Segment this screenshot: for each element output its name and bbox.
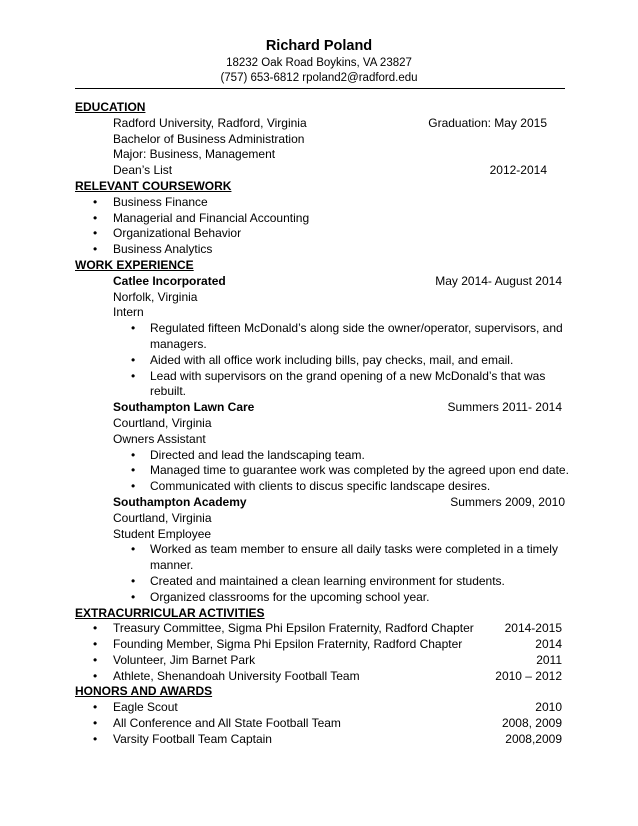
coursework-heading: RELEVANT COURSEWORK	[75, 178, 232, 193]
job-duty: Communicated with clients to discus specific landscape desires.	[150, 479, 491, 494]
job-dates: Summers 2011- 2014	[447, 400, 562, 415]
activity-text: Volunteer, Jim Barnet Park	[113, 652, 256, 667]
list-item	[75, 574, 565, 590]
job-employer: Catlee Incorporated	[113, 273, 226, 288]
bullet-icon: •	[93, 716, 98, 731]
activity-date: 2014-2015	[504, 621, 562, 636]
bullet-icon: •	[93, 210, 98, 225]
list-item	[75, 700, 565, 716]
activities-heading: EXTRACURRICULAR ACTIVITIES	[75, 605, 265, 620]
job-title: Owners Assistant	[113, 431, 206, 446]
list-item-continuation	[75, 337, 565, 353]
job-duty: rebuilt.	[150, 384, 187, 399]
candidate-address: 18232 Oak Road Boykins, VA 23827	[226, 57, 412, 69]
job-title: Student Employee	[113, 526, 212, 541]
job-duty: Lead with supervisors on the grand opening of a new McDonald’s that was	[150, 368, 546, 383]
job-title: Intern	[113, 305, 144, 320]
job-location: Courtland, Virginia	[113, 510, 212, 525]
education-school-row	[75, 116, 565, 132]
list-item	[75, 226, 565, 242]
job-employer: Southampton Academy	[113, 494, 247, 509]
bullet-icon: •	[93, 731, 98, 746]
job-title-row	[75, 432, 565, 448]
list-item	[75, 637, 565, 653]
list-item	[75, 542, 565, 558]
job-dates: Summers 2009, 2010	[450, 494, 565, 509]
activity-text: Treasury Committee, Sigma Phi Epsilon Fraternity, Radford Chapter	[113, 621, 474, 636]
bullet-icon: •	[93, 700, 98, 715]
activity-date: 2010 – 2012	[495, 668, 562, 683]
education-honor: Dean’s List	[113, 163, 173, 178]
list-item	[75, 242, 565, 258]
list-item	[75, 321, 565, 337]
list-item	[75, 463, 569, 479]
job-location-row	[75, 416, 565, 432]
course-item: Organizational Behavior	[113, 226, 242, 241]
education-degree-row	[75, 132, 565, 148]
job-duty: Organized classrooms for the upcoming school year.	[150, 589, 430, 604]
bullet-icon: •	[131, 447, 136, 462]
candidate-contact: (757) 653-6812 rpoland2@radford.edu	[220, 72, 418, 84]
honor-date: 2008,2009	[505, 731, 562, 746]
education-honor-years: 2012-2014	[489, 163, 547, 178]
job-dates: May 2014- August 2014	[435, 273, 562, 288]
job-title-row	[75, 305, 565, 321]
bullet-icon: •	[131, 573, 136, 588]
activity-date: 2011	[536, 652, 562, 667]
job-title-row	[75, 527, 565, 543]
list-item	[75, 716, 565, 732]
list-item	[75, 653, 565, 669]
list-item	[75, 732, 565, 748]
work-heading: WORK EXPERIENCE	[75, 257, 194, 272]
bullet-icon: •	[93, 652, 98, 667]
list-item	[75, 369, 565, 385]
bullet-icon: •	[131, 368, 136, 383]
bullet-icon: •	[131, 463, 136, 478]
bullet-icon: •	[93, 226, 98, 241]
bullet-icon: •	[93, 621, 98, 636]
honor-text: All Conference and All State Football Team	[113, 716, 341, 731]
job-location-row	[75, 290, 565, 306]
honor-date: 2010	[535, 700, 562, 715]
bullet-icon: •	[93, 637, 98, 652]
job-duty: Directed and lead the landscaping team.	[150, 447, 365, 462]
list-item	[75, 195, 565, 211]
list-item	[75, 211, 565, 227]
job-location: Norfolk, Virginia	[113, 289, 198, 304]
bullet-icon: •	[131, 542, 136, 557]
list-item	[75, 669, 565, 685]
job-duty: Created and maintained a clean learning environment for students.	[150, 573, 505, 588]
resume-body	[75, 100, 569, 748]
bullet-icon: •	[131, 321, 136, 336]
education-school: Radford University, Radford, Virginia	[113, 115, 307, 130]
activity-date: 2014	[535, 637, 562, 652]
bullet-icon: •	[131, 352, 136, 367]
bullet-icon: •	[131, 479, 136, 494]
job-duty: manner.	[150, 558, 194, 573]
job-header-row	[75, 400, 565, 416]
education-heading: EDUCATION	[75, 100, 146, 114]
list-item-continuation	[75, 558, 565, 574]
list-item	[75, 353, 565, 369]
bullet-icon: •	[93, 194, 98, 209]
header-rule	[75, 88, 565, 89]
job-duty: Managed time to guarantee work was completed by the agreed upon end date.	[150, 463, 569, 478]
list-item	[75, 590, 565, 606]
honors-heading: HONORS AND AWARDS	[75, 684, 213, 699]
education-major-row	[75, 147, 565, 163]
honor-date: 2008, 2009	[501, 716, 562, 731]
job-duty: Worked as team member to ensure all daily tasks were completed in a timely	[150, 542, 558, 557]
course-item: Managerial and Financial Accounting	[113, 210, 310, 225]
list-item	[75, 479, 565, 495]
education-major: Major: Business, Management	[113, 147, 276, 162]
education-degree: Bachelor of Business Administration	[113, 131, 305, 146]
bullet-icon: •	[93, 668, 98, 683]
education-honor-row	[75, 163, 565, 179]
list-item	[75, 621, 565, 637]
activity-text: Athlete, Shenandoah University Football Team	[113, 668, 360, 683]
job-employer: Southampton Lawn Care	[113, 400, 255, 415]
job-duty: Aided with all office work including bills, pay checks, mail, and email.	[150, 352, 514, 367]
course-item: Business Analytics	[113, 242, 213, 257]
list-item	[75, 448, 565, 464]
job-duty: managers.	[150, 336, 207, 351]
job-duty: Regulated fifteen McDonald’s along side the owner/operator, supervisors, and	[150, 321, 563, 336]
job-header-row	[75, 274, 565, 290]
job-location-row	[75, 511, 565, 527]
education-graduation: Graduation: May 2015	[428, 115, 547, 130]
bullet-icon: •	[131, 589, 136, 604]
candidate-name: Richard Poland	[265, 38, 373, 54]
job-location: Courtland, Virginia	[113, 415, 212, 430]
honor-text: Varsity Football Team Captain	[113, 731, 272, 746]
job-header-row	[75, 495, 565, 511]
honor-text: Eagle Scout	[113, 700, 178, 715]
bullet-icon: •	[93, 242, 98, 257]
course-item: Business Finance	[113, 194, 208, 209]
list-item-continuation	[75, 384, 565, 400]
activity-text: Founding Member, Sigma Phi Epsilon Fraternity, Radford Chapter	[113, 637, 463, 652]
